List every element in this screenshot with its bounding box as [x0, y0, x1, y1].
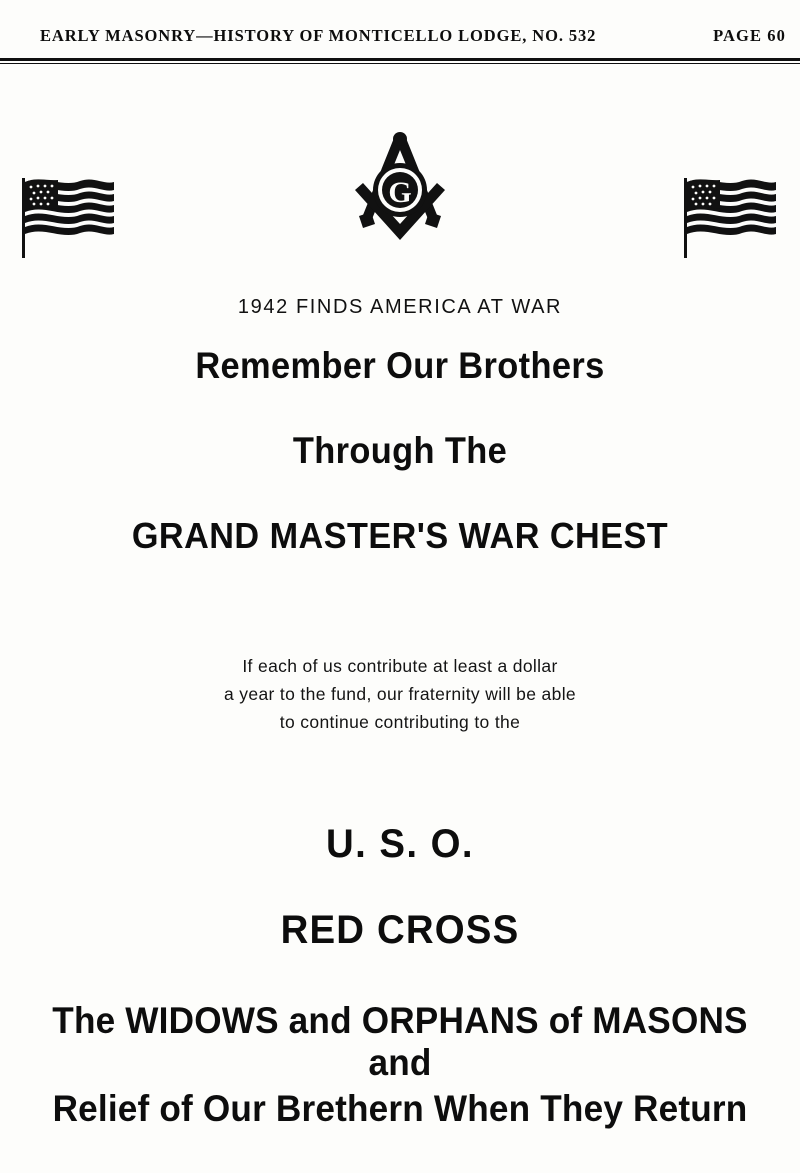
beneficiary-uso: U. S. O.	[325, 822, 475, 866]
ad-headline-line-3: GRAND MASTER'S WAR CHEST	[131, 515, 669, 556]
emblem-row	[0, 128, 800, 268]
american-flag-icon-right	[676, 168, 786, 263]
square-and-compasses-icon	[335, 128, 465, 268]
page-number: PAGE 60	[713, 26, 786, 45]
header-rule-thick	[0, 58, 800, 61]
running-head-title: EARLY MASONRY—HISTORY OF MONTICELLO LODGE, NO. 532	[40, 26, 597, 45]
beneficiary-red-cross: RED CROSS	[280, 908, 520, 952]
header-rule-thin	[0, 63, 800, 64]
ad-body-copy	[185, 652, 615, 736]
ad-body-line: a year to the fund, our fraternity will be able	[223, 684, 577, 704]
running-head	[0, 26, 800, 52]
ad-body-line: If each of us contribute at least a dollar	[242, 656, 558, 676]
ad-kicker: 1942 FINDS AMERICA AT WAR	[237, 296, 563, 318]
beneficiary-widows-orphans: The WIDOWS and ORPHANS of MASONS and	[52, 1000, 748, 1083]
beneficiary-relief-brethren: Relief of Our Brethern When They Return	[52, 1088, 748, 1129]
svg-text:G: G	[388, 176, 412, 209]
ad-body-line: to continue contributing to the	[279, 712, 521, 732]
american-flag-icon-left	[14, 168, 124, 263]
ad-headline-line-2: Through The	[292, 430, 508, 471]
ad-headline-line-1: Remember Our Brothers	[195, 345, 605, 386]
